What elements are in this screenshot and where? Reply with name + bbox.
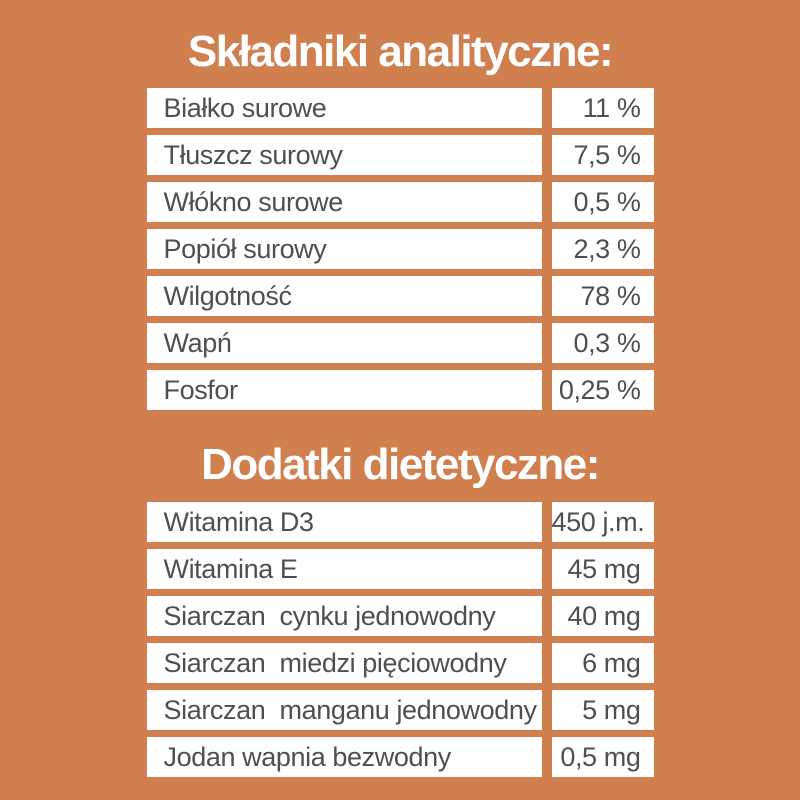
table-row	[147, 502, 654, 542]
additive-value: 6 mg	[552, 643, 654, 683]
table-row	[147, 88, 654, 128]
ingredient-label: Fosfor	[147, 370, 542, 410]
additive-label: Siarczan miedzi pięciowodny	[147, 643, 542, 683]
ingredient-label: Włókno surowe	[147, 182, 542, 222]
table-row	[147, 135, 654, 175]
ingredient-value: 0,3 %	[552, 323, 654, 363]
additive-label: Siarczan manganu jednowodny	[147, 690, 542, 730]
additive-value: 5 mg	[552, 690, 654, 730]
ingredient-value: 78 %	[552, 276, 654, 316]
table-row	[147, 370, 654, 410]
ingredient-label: Białko surowe	[147, 88, 542, 128]
table-row	[147, 323, 654, 363]
table-row	[147, 276, 654, 316]
ingredient-label: Tłuszcz surowy	[147, 135, 542, 175]
ingredient-label: Wapń	[147, 323, 542, 363]
ingredient-value: 0,5 %	[552, 182, 654, 222]
ingredient-label: Wilgotność	[147, 276, 542, 316]
additive-label: Jodan wapnia bezwodny	[147, 737, 542, 777]
table-row	[147, 182, 654, 222]
ingredient-value: 0,25 %	[552, 370, 654, 410]
analytical-section-title: Składniki analityczne:	[187, 27, 613, 76]
tables-wrap	[147, 28, 654, 777]
additive-value: 450 j.m.	[552, 502, 654, 542]
additive-value: 45 mg	[552, 549, 654, 589]
table-row	[147, 549, 654, 589]
table-row	[147, 596, 654, 636]
additive-value: 40 mg	[552, 596, 654, 636]
ingredient-value: 7,5 %	[552, 135, 654, 175]
table-row	[147, 643, 654, 683]
table-row	[147, 690, 654, 730]
additive-label: Witamina D3	[147, 502, 542, 542]
ingredient-value: 11 %	[552, 88, 654, 128]
table-row	[147, 737, 654, 777]
dietary-table	[147, 502, 654, 777]
additive-value: 0,5 mg	[552, 737, 654, 777]
table-row	[147, 229, 654, 269]
ingredient-value: 2,3 %	[552, 229, 654, 269]
dietary-section-title: Dodatki dietetyczne:	[201, 440, 599, 490]
analytical-table	[147, 88, 654, 410]
additive-label: Witamina E	[147, 549, 542, 589]
ingredient-label: Popiół surowy	[147, 229, 542, 269]
additive-label: Siarczan cynku jednowodny	[147, 596, 542, 636]
